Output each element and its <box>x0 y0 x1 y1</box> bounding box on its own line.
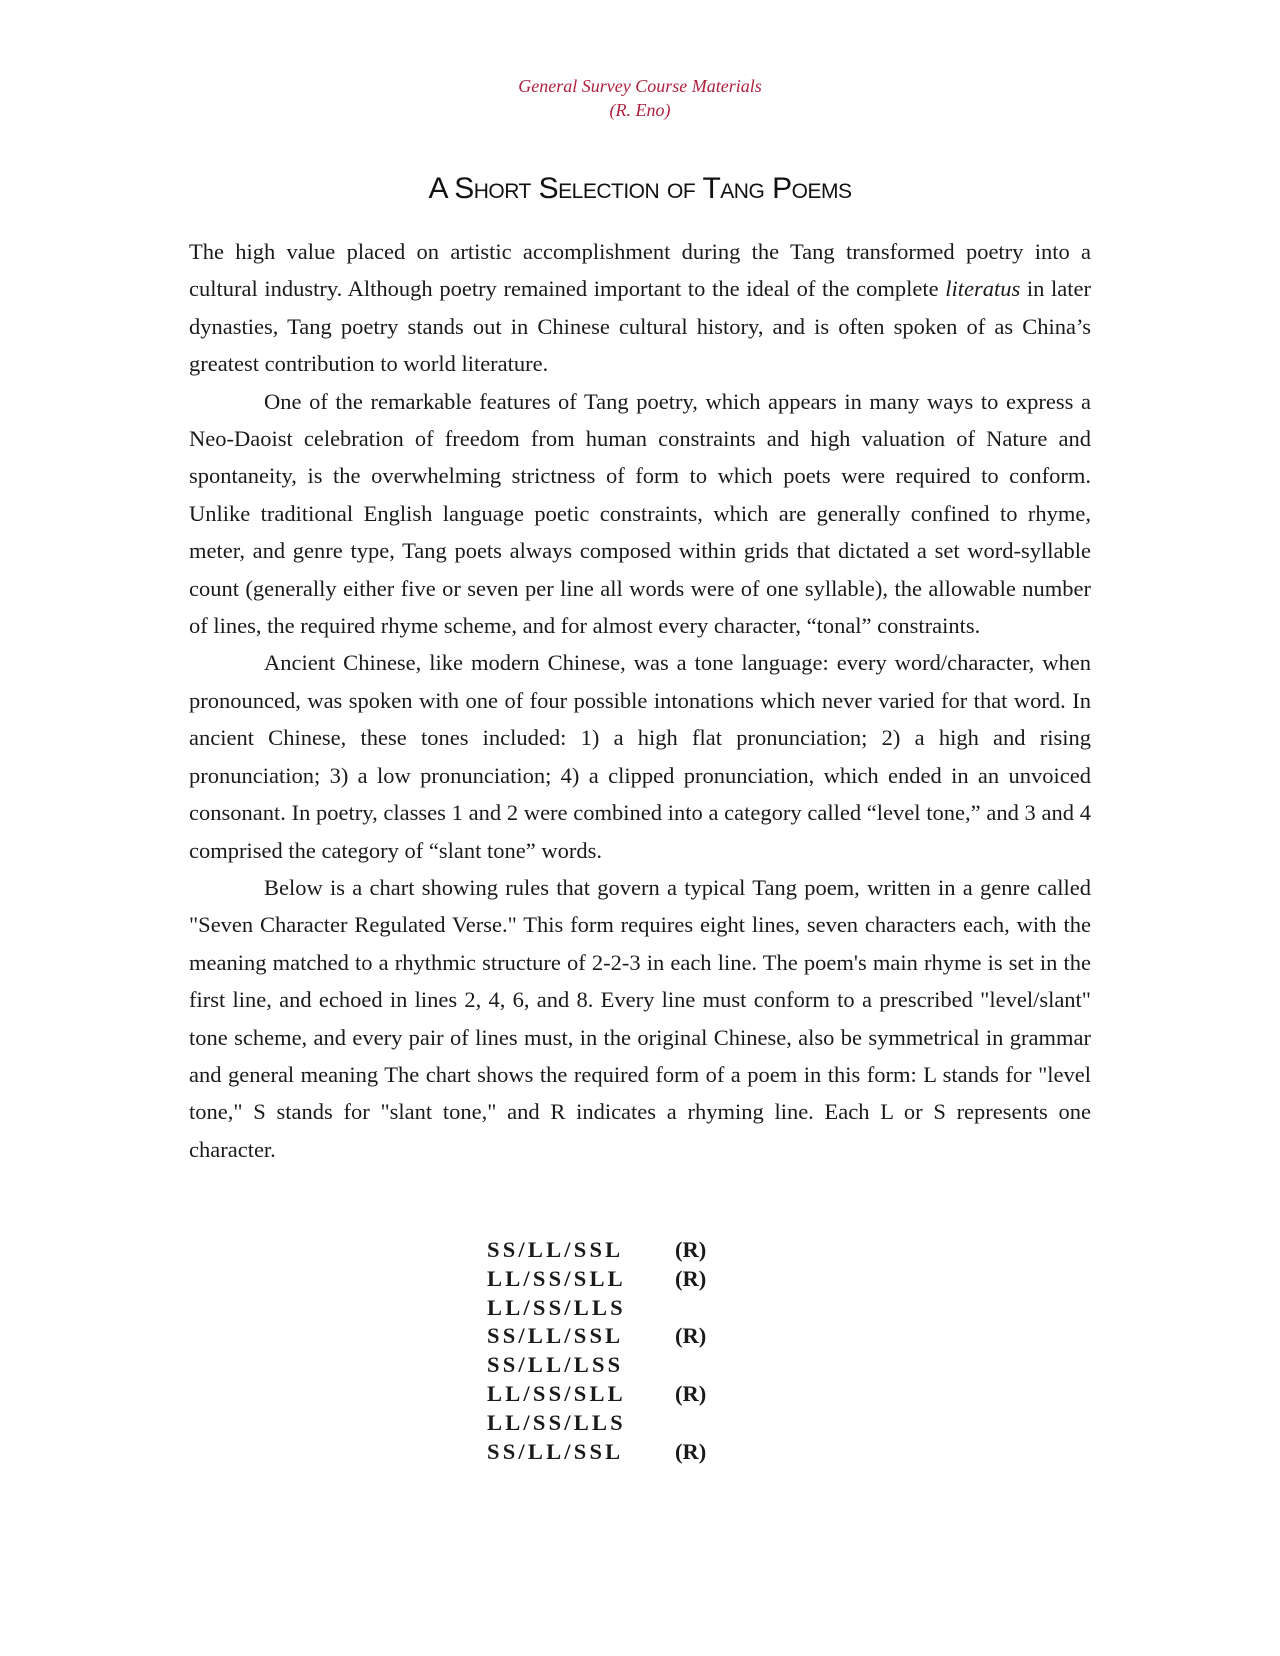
tone-row <box>487 1438 706 1467</box>
tone-pattern: SS/LL/SSL <box>487 1237 624 1262</box>
tone-row <box>487 1380 706 1409</box>
paragraph-2: One of the remarkable features of Tang poetry, which appears in many ways to express a Neo-Daoist celebration of freedom from human constraints and high valuation of Nature and spontaneity, is the overwhelming strictness of form to which poets were required to conform. Unlike traditional English language poetic constraints, which are generally confined to rhyme, meter, and genre type, Tang poets always composed within grids that dictated a set word-syllable count (generally either five or seven per line all words were of one syllable), the allowable number of lines, the required rhyme scheme, and for almost every character, “tonal” constraints. <box>189 388 1091 639</box>
paragraph-1-text-start: The high value placed on artistic accomplishment during the Tang transformed poetry into a cultural industry. Although poetry remained important to the ideal of the complete <box>189 239 1091 302</box>
tone-pattern: LL/SS/LLS <box>487 1409 626 1435</box>
body-text <box>189 233 1091 1168</box>
paragraph-1-text-end: in later dynasties, Tang poetry stands out in Chinese cultural history, and is often spoken of as China’s greatest contribution to world literature. <box>189 276 1091 377</box>
tone-pattern: LL/SS/LLS <box>487 1294 626 1320</box>
rhyme-marker: (R) <box>675 1380 707 1406</box>
paragraph-1-italic-term: literatus <box>945 276 1021 302</box>
course-header <box>0 74 1280 122</box>
paragraph-1 <box>189 233 1091 383</box>
page-title: A Short Selection of Tang Poems <box>428 172 852 205</box>
tone-row <box>487 1409 706 1438</box>
rhyme-marker: (R) <box>675 1237 707 1262</box>
tone-pattern: LL/SS/SLL <box>487 1380 626 1406</box>
tone-pattern: LL/SS/SLL <box>487 1265 626 1291</box>
tone-chart <box>487 1236 706 1466</box>
paragraph-3: Ancient Chinese, like modern Chinese, was a tone language: every word/character, when pronounced, was spoken with one of four possible intonations which never varied for that word. In ancient Chinese, these tones included: 1) a high flat pronunciation; 2) a high and rising pronunciation; 3) a low pronunciation; 4) a clipped pronunciation, which ended in an unvoiced consonant. In poetry, classes 1 and 2 were combined into a category called “level tone,” and 3 and 4 comprised the category of “slant tone” words. <box>189 650 1091 863</box>
tone-pattern: SS/LL/LSS <box>487 1352 624 1378</box>
header-course-title: General Survey Course Materials <box>518 76 762 96</box>
tone-row <box>487 1236 706 1265</box>
header-author: (R. Eno) <box>609 100 671 120</box>
tone-pattern: SS/LL/SSL <box>487 1323 624 1349</box>
tone-row <box>487 1322 706 1351</box>
tone-pattern: SS/LL/SSL <box>487 1438 624 1464</box>
paragraph-4: Below is a chart showing rules that govern a typical Tang poem, written in a genre called "Seven Character Regulated Verse." This form requires eight lines, seven characters each, with the meaning matched to a rhythmic structure of 2-2-3 in each line. The poem's main rhyme is set in the first line, and echoed in lines 2, 4, 6, and 8. Every line must conform to a prescribed "level/slant" tone scheme, and every pair of lines must, in the original Chinese, also be symmetrical in grammar and general meaning The chart shows the required form of a poem in this form: L stands for "level tone," S stands for "slant tone," and R indicates a rhyming line. Each L or S represents one character. <box>189 874 1091 1162</box>
rhyme-marker: (R) <box>675 1438 707 1464</box>
tone-row <box>487 1265 706 1294</box>
rhyme-marker: (R) <box>675 1323 707 1349</box>
tone-row <box>487 1294 706 1323</box>
tone-row <box>487 1351 706 1380</box>
rhyme-marker: (R) <box>675 1265 707 1291</box>
